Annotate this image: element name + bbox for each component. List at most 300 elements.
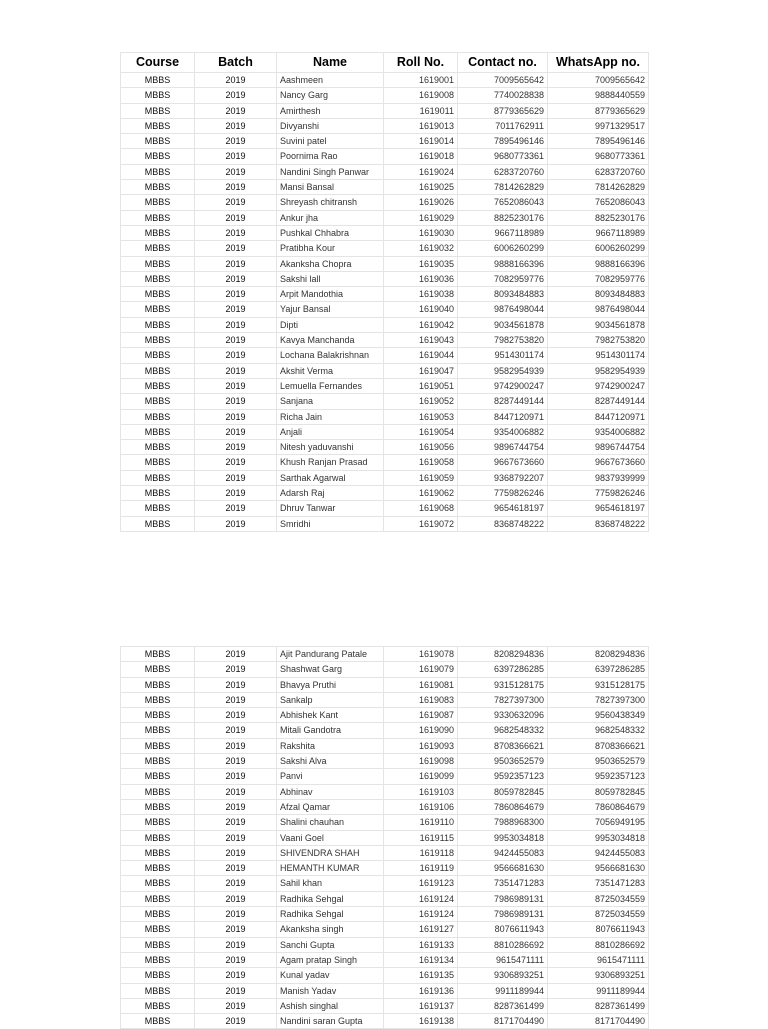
cell-roll: 1619036 xyxy=(384,271,458,286)
cell-whatsapp: 8725034559 xyxy=(548,907,649,922)
cell-roll: 1619099 xyxy=(384,769,458,784)
table-row xyxy=(121,952,649,967)
cell-roll: 1619124 xyxy=(384,907,458,922)
cell-roll: 1619103 xyxy=(384,784,458,799)
cell-batch: 2019 xyxy=(195,516,277,531)
table-row xyxy=(121,287,649,302)
table-row xyxy=(121,455,649,470)
cell-whatsapp: 9888166396 xyxy=(548,256,649,271)
cell-name: Shashwat Garg xyxy=(277,662,384,677)
cell-contact: 9654618197 xyxy=(458,501,548,516)
cell-roll: 1619137 xyxy=(384,998,458,1013)
cell-course: MBBS xyxy=(121,677,195,692)
cell-course: MBBS xyxy=(121,784,195,799)
cell-batch: 2019 xyxy=(195,348,277,363)
table-row xyxy=(121,830,649,845)
cell-course: MBBS xyxy=(121,164,195,179)
cell-course: MBBS xyxy=(121,103,195,118)
cell-batch: 2019 xyxy=(195,103,277,118)
cell-whatsapp: 8825230176 xyxy=(548,210,649,225)
cell-whatsapp: 9682548332 xyxy=(548,723,649,738)
header-name: Name xyxy=(277,53,384,73)
cell-contact: 7982753820 xyxy=(458,333,548,348)
cell-roll: 1619110 xyxy=(384,815,458,830)
cell-contact: 9896744754 xyxy=(458,440,548,455)
cell-course: MBBS xyxy=(121,907,195,922)
table-body-bottom xyxy=(121,647,649,1029)
cell-roll: 1619035 xyxy=(384,256,458,271)
table-row xyxy=(121,968,649,983)
cell-batch: 2019 xyxy=(195,88,277,103)
cell-course: MBBS xyxy=(121,317,195,332)
cell-whatsapp: 6283720760 xyxy=(548,164,649,179)
cell-whatsapp: 9354006882 xyxy=(548,424,649,439)
cell-batch: 2019 xyxy=(195,256,277,271)
cell-name: Khush Ranjan Prasad xyxy=(277,455,384,470)
cell-batch: 2019 xyxy=(195,271,277,286)
cell-contact: 9424455083 xyxy=(458,845,548,860)
cell-roll: 1619062 xyxy=(384,486,458,501)
cell-batch: 2019 xyxy=(195,662,277,677)
table-row xyxy=(121,103,649,118)
cell-contact: 9503652579 xyxy=(458,754,548,769)
cell-contact: 9582954939 xyxy=(458,363,548,378)
table-row xyxy=(121,195,649,210)
cell-name: Shalini chauhan xyxy=(277,815,384,830)
cell-contact: 9306893251 xyxy=(458,968,548,983)
table-row xyxy=(121,769,649,784)
cell-batch: 2019 xyxy=(195,937,277,952)
table-row xyxy=(121,302,649,317)
cell-roll: 1619044 xyxy=(384,348,458,363)
cell-contact: 7082959776 xyxy=(458,271,548,286)
cell-batch: 2019 xyxy=(195,486,277,501)
table-row xyxy=(121,723,649,738)
cell-batch: 2019 xyxy=(195,440,277,455)
cell-course: MBBS xyxy=(121,952,195,967)
cell-batch: 2019 xyxy=(195,891,277,906)
cell-course: MBBS xyxy=(121,455,195,470)
cell-batch: 2019 xyxy=(195,241,277,256)
cell-course: MBBS xyxy=(121,983,195,998)
cell-batch: 2019 xyxy=(195,333,277,348)
cell-roll: 1619014 xyxy=(384,134,458,149)
cell-batch: 2019 xyxy=(195,394,277,409)
cell-batch: 2019 xyxy=(195,317,277,332)
table-row xyxy=(121,815,649,830)
cell-batch: 2019 xyxy=(195,907,277,922)
cell-whatsapp: 6397286285 xyxy=(548,662,649,677)
cell-batch: 2019 xyxy=(195,922,277,937)
table-row xyxy=(121,662,649,677)
cell-name: Agam pratap Singh xyxy=(277,952,384,967)
cell-roll: 1619051 xyxy=(384,378,458,393)
cell-course: MBBS xyxy=(121,424,195,439)
cell-roll: 1619054 xyxy=(384,424,458,439)
cell-roll: 1619083 xyxy=(384,692,458,707)
cell-name: Pratibha Kour xyxy=(277,241,384,256)
cell-batch: 2019 xyxy=(195,708,277,723)
cell-roll: 1619136 xyxy=(384,983,458,998)
cell-name: Suvini patel xyxy=(277,134,384,149)
cell-whatsapp: 7351471283 xyxy=(548,876,649,891)
cell-name: Nandini saran Gupta xyxy=(277,1014,384,1029)
cell-name: Rakshita xyxy=(277,738,384,753)
cell-roll: 1619123 xyxy=(384,876,458,891)
cell-roll: 1619052 xyxy=(384,394,458,409)
cell-contact: 9330632096 xyxy=(458,708,548,723)
cell-course: MBBS xyxy=(121,692,195,707)
cell-batch: 2019 xyxy=(195,210,277,225)
cell-course: MBBS xyxy=(121,149,195,164)
cell-course: MBBS xyxy=(121,937,195,952)
cell-whatsapp: 8368748222 xyxy=(548,516,649,531)
cell-roll: 1619090 xyxy=(384,723,458,738)
cell-contact: 9592357123 xyxy=(458,769,548,784)
cell-whatsapp: 9615471111 xyxy=(548,952,649,967)
cell-course: MBBS xyxy=(121,501,195,516)
cell-whatsapp: 9837939999 xyxy=(548,470,649,485)
cell-roll: 1619068 xyxy=(384,501,458,516)
cell-name: Sakshi lall xyxy=(277,271,384,286)
cell-course: MBBS xyxy=(121,830,195,845)
table-row xyxy=(121,516,649,531)
cell-whatsapp: 7982753820 xyxy=(548,333,649,348)
cell-whatsapp: 9566681630 xyxy=(548,861,649,876)
cell-name: Anjali xyxy=(277,424,384,439)
table-row xyxy=(121,134,649,149)
cell-roll: 1619043 xyxy=(384,333,458,348)
cell-batch: 2019 xyxy=(195,799,277,814)
cell-contact: 9742900247 xyxy=(458,378,548,393)
cell-whatsapp: 9896744754 xyxy=(548,440,649,455)
cell-roll: 1619133 xyxy=(384,937,458,952)
cell-batch: 2019 xyxy=(195,998,277,1013)
cell-roll: 1619118 xyxy=(384,845,458,860)
cell-contact: 8059782845 xyxy=(458,784,548,799)
cell-whatsapp: 7652086043 xyxy=(548,195,649,210)
cell-batch: 2019 xyxy=(195,363,277,378)
cell-roll: 1619115 xyxy=(384,830,458,845)
cell-roll: 1619024 xyxy=(384,164,458,179)
cell-contact: 6006260299 xyxy=(458,241,548,256)
cell-batch: 2019 xyxy=(195,164,277,179)
cell-roll: 1619059 xyxy=(384,470,458,485)
cell-contact: 9876498044 xyxy=(458,302,548,317)
header-batch: Batch xyxy=(195,53,277,73)
cell-name: Radhika Sehgal xyxy=(277,891,384,906)
cell-whatsapp: 9514301174 xyxy=(548,348,649,363)
cell-roll: 1619078 xyxy=(384,647,458,662)
cell-roll: 1619138 xyxy=(384,1014,458,1029)
header-course: Course xyxy=(121,53,195,73)
cell-whatsapp: 9680773361 xyxy=(548,149,649,164)
cell-course: MBBS xyxy=(121,662,195,677)
cell-whatsapp: 9953034818 xyxy=(548,830,649,845)
cell-whatsapp: 7814262829 xyxy=(548,180,649,195)
cell-name: SHIVENDRA SHAH xyxy=(277,845,384,860)
table-row xyxy=(121,317,649,332)
table-row xyxy=(121,891,649,906)
cell-name: Sarthak Agarwal xyxy=(277,470,384,485)
cell-batch: 2019 xyxy=(195,378,277,393)
cell-contact: 7986989131 xyxy=(458,891,548,906)
cell-whatsapp: 9592357123 xyxy=(548,769,649,784)
cell-batch: 2019 xyxy=(195,983,277,998)
cell-whatsapp: 9582954939 xyxy=(548,363,649,378)
table-row xyxy=(121,256,649,271)
cell-batch: 2019 xyxy=(195,738,277,753)
table-row xyxy=(121,861,649,876)
cell-roll: 1619029 xyxy=(384,210,458,225)
cell-whatsapp: 7860864679 xyxy=(548,799,649,814)
cell-batch: 2019 xyxy=(195,409,277,424)
cell-roll: 1619040 xyxy=(384,302,458,317)
cell-whatsapp: 9034561878 xyxy=(548,317,649,332)
cell-contact: 9682548332 xyxy=(458,723,548,738)
cell-contact: 7011762911 xyxy=(458,118,548,133)
cell-whatsapp: 7827397300 xyxy=(548,692,649,707)
cell-whatsapp: 9315128175 xyxy=(548,677,649,692)
cell-name: Akanksha Chopra xyxy=(277,256,384,271)
cell-whatsapp: 8076611943 xyxy=(548,922,649,937)
cell-whatsapp: 9424455083 xyxy=(548,845,649,860)
cell-course: MBBS xyxy=(121,378,195,393)
cell-course: MBBS xyxy=(121,134,195,149)
cell-whatsapp: 8725034559 xyxy=(548,891,649,906)
cell-whatsapp: 9888440559 xyxy=(548,88,649,103)
cell-batch: 2019 xyxy=(195,470,277,485)
table-row xyxy=(121,1014,649,1029)
cell-batch: 2019 xyxy=(195,723,277,738)
cell-name: Nandini Singh Panwar xyxy=(277,164,384,179)
table-row xyxy=(121,876,649,891)
cell-contact: 7986989131 xyxy=(458,907,548,922)
table-row xyxy=(121,922,649,937)
cell-whatsapp: 7082959776 xyxy=(548,271,649,286)
cell-batch: 2019 xyxy=(195,1014,277,1029)
cell-name: Poornima Rao xyxy=(277,149,384,164)
cell-contact: 7860864679 xyxy=(458,799,548,814)
cell-whatsapp: 9560438349 xyxy=(548,708,649,723)
cell-course: MBBS xyxy=(121,210,195,225)
cell-course: MBBS xyxy=(121,409,195,424)
table-row xyxy=(121,845,649,860)
table-row xyxy=(121,470,649,485)
table-row xyxy=(121,708,649,723)
cell-roll: 1619119 xyxy=(384,861,458,876)
table-row xyxy=(121,333,649,348)
cell-roll: 1619072 xyxy=(384,516,458,531)
cell-whatsapp: 8779365629 xyxy=(548,103,649,118)
cell-name: Nitesh yaduvanshi xyxy=(277,440,384,455)
table-row xyxy=(121,88,649,103)
cell-name: Dhruv Tanwar xyxy=(277,501,384,516)
cell-batch: 2019 xyxy=(195,149,277,164)
cell-course: MBBS xyxy=(121,891,195,906)
cell-course: MBBS xyxy=(121,815,195,830)
cell-contact: 9680773361 xyxy=(458,149,548,164)
cell-roll: 1619042 xyxy=(384,317,458,332)
cell-name: Radhika Sehgal xyxy=(277,907,384,922)
cell-contact: 9911189944 xyxy=(458,983,548,998)
cell-contact: 9514301174 xyxy=(458,348,548,363)
cell-course: MBBS xyxy=(121,88,195,103)
table-row xyxy=(121,486,649,501)
cell-name: Dipti xyxy=(277,317,384,332)
cell-name: Lemuella Fernandes xyxy=(277,378,384,393)
cell-whatsapp: 7056949195 xyxy=(548,815,649,830)
cell-name: Nancy Garg xyxy=(277,88,384,103)
cell-name: Lochana Balakrishnan xyxy=(277,348,384,363)
cell-whatsapp: 9503652579 xyxy=(548,754,649,769)
cell-batch: 2019 xyxy=(195,845,277,860)
header-row xyxy=(121,53,649,73)
cell-batch: 2019 xyxy=(195,815,277,830)
cell-name: Shreyash chitransh xyxy=(277,195,384,210)
cell-contact: 7759826246 xyxy=(458,486,548,501)
cell-roll: 1619058 xyxy=(384,455,458,470)
cell-contact: 6283720760 xyxy=(458,164,548,179)
cell-whatsapp: 9667118989 xyxy=(548,225,649,240)
cell-batch: 2019 xyxy=(195,118,277,133)
cell-course: MBBS xyxy=(121,769,195,784)
cell-course: MBBS xyxy=(121,470,195,485)
cell-name: Amirthesh xyxy=(277,103,384,118)
cell-name: Divyanshi xyxy=(277,118,384,133)
cell-whatsapp: 6006260299 xyxy=(548,241,649,256)
cell-roll: 1619135 xyxy=(384,968,458,983)
table-row xyxy=(121,677,649,692)
cell-name: Akanksha singh xyxy=(277,922,384,937)
cell-whatsapp: 8171704490 xyxy=(548,1014,649,1029)
table-row xyxy=(121,348,649,363)
cell-name: Vaani Goel xyxy=(277,830,384,845)
cell-name: Richa Jain xyxy=(277,409,384,424)
cell-course: MBBS xyxy=(121,998,195,1013)
cell-batch: 2019 xyxy=(195,784,277,799)
cell-contact: 9667118989 xyxy=(458,225,548,240)
cell-course: MBBS xyxy=(121,73,195,88)
cell-whatsapp: 8208294836 xyxy=(548,647,649,662)
cell-contact: 8447120971 xyxy=(458,409,548,424)
cell-roll: 1619038 xyxy=(384,287,458,302)
cell-whatsapp: 9911189944 xyxy=(548,983,649,998)
cell-batch: 2019 xyxy=(195,73,277,88)
cell-name: Manish Yadav xyxy=(277,983,384,998)
cell-contact: 9953034818 xyxy=(458,830,548,845)
cell-batch: 2019 xyxy=(195,692,277,707)
cell-roll: 1619047 xyxy=(384,363,458,378)
cell-whatsapp: 7895496146 xyxy=(548,134,649,149)
cell-batch: 2019 xyxy=(195,195,277,210)
cell-contact: 8287361499 xyxy=(458,998,548,1013)
cell-contact: 9315128175 xyxy=(458,677,548,692)
cell-course: MBBS xyxy=(121,256,195,271)
cell-batch: 2019 xyxy=(195,952,277,967)
cell-course: MBBS xyxy=(121,394,195,409)
table-row xyxy=(121,647,649,662)
cell-whatsapp: 9971329517 xyxy=(548,118,649,133)
table-row xyxy=(121,241,649,256)
cell-batch: 2019 xyxy=(195,754,277,769)
cell-contact: 7351471283 xyxy=(458,876,548,891)
table-row xyxy=(121,937,649,952)
cell-roll: 1619032 xyxy=(384,241,458,256)
cell-roll: 1619001 xyxy=(384,73,458,88)
cell-course: MBBS xyxy=(121,754,195,769)
table-row xyxy=(121,180,649,195)
cell-whatsapp: 8093484883 xyxy=(548,287,649,302)
table-row xyxy=(121,440,649,455)
cell-name: Akshit Verma xyxy=(277,363,384,378)
cell-course: MBBS xyxy=(121,287,195,302)
cell-course: MBBS xyxy=(121,876,195,891)
cell-whatsapp: 8287361499 xyxy=(548,998,649,1013)
cell-course: MBBS xyxy=(121,799,195,814)
table-row xyxy=(121,501,649,516)
cell-whatsapp: 8287449144 xyxy=(548,394,649,409)
table-row xyxy=(121,424,649,439)
cell-contact: 8093484883 xyxy=(458,287,548,302)
cell-name: Sanjana xyxy=(277,394,384,409)
cell-name: Smridhi xyxy=(277,516,384,531)
cell-batch: 2019 xyxy=(195,287,277,302)
cell-whatsapp: 8708366621 xyxy=(548,738,649,753)
table-row xyxy=(121,692,649,707)
cell-contact: 8779365629 xyxy=(458,103,548,118)
cell-contact: 8708366621 xyxy=(458,738,548,753)
cell-contact: 6397286285 xyxy=(458,662,548,677)
cell-roll: 1619053 xyxy=(384,409,458,424)
cell-name: Aashmeen xyxy=(277,73,384,88)
cell-contact: 7009565642 xyxy=(458,73,548,88)
cell-course: MBBS xyxy=(121,516,195,531)
cell-course: MBBS xyxy=(121,118,195,133)
cell-roll: 1619013 xyxy=(384,118,458,133)
cell-whatsapp: 8447120971 xyxy=(548,409,649,424)
table-row xyxy=(121,409,649,424)
cell-whatsapp: 8059782845 xyxy=(548,784,649,799)
table-row xyxy=(121,394,649,409)
cell-contact: 8171704490 xyxy=(458,1014,548,1029)
cell-batch: 2019 xyxy=(195,769,277,784)
cell-contact: 7814262829 xyxy=(458,180,548,195)
cell-name: Abhishek Kant xyxy=(277,708,384,723)
cell-whatsapp: 8810286692 xyxy=(548,937,649,952)
cell-course: MBBS xyxy=(121,440,195,455)
table-row xyxy=(121,225,649,240)
cell-roll: 1619127 xyxy=(384,922,458,937)
cell-roll: 1619134 xyxy=(384,952,458,967)
cell-roll: 1619124 xyxy=(384,891,458,906)
cell-name: Bhavya Pruthi xyxy=(277,677,384,692)
cell-whatsapp: 7009565642 xyxy=(548,73,649,88)
cell-name: Ajit Pandurang Patale xyxy=(277,647,384,662)
cell-name: Ankur jha xyxy=(277,210,384,225)
cell-roll: 1619056 xyxy=(384,440,458,455)
cell-contact: 7740028838 xyxy=(458,88,548,103)
cell-name: Afzal Qamar xyxy=(277,799,384,814)
cell-contact: 8368748222 xyxy=(458,516,548,531)
cell-course: MBBS xyxy=(121,225,195,240)
cell-name: Mitali Gandotra xyxy=(277,723,384,738)
cell-contact: 9354006882 xyxy=(458,424,548,439)
cell-course: MBBS xyxy=(121,333,195,348)
table-row xyxy=(121,983,649,998)
cell-roll: 1619018 xyxy=(384,149,458,164)
cell-course: MBBS xyxy=(121,195,195,210)
